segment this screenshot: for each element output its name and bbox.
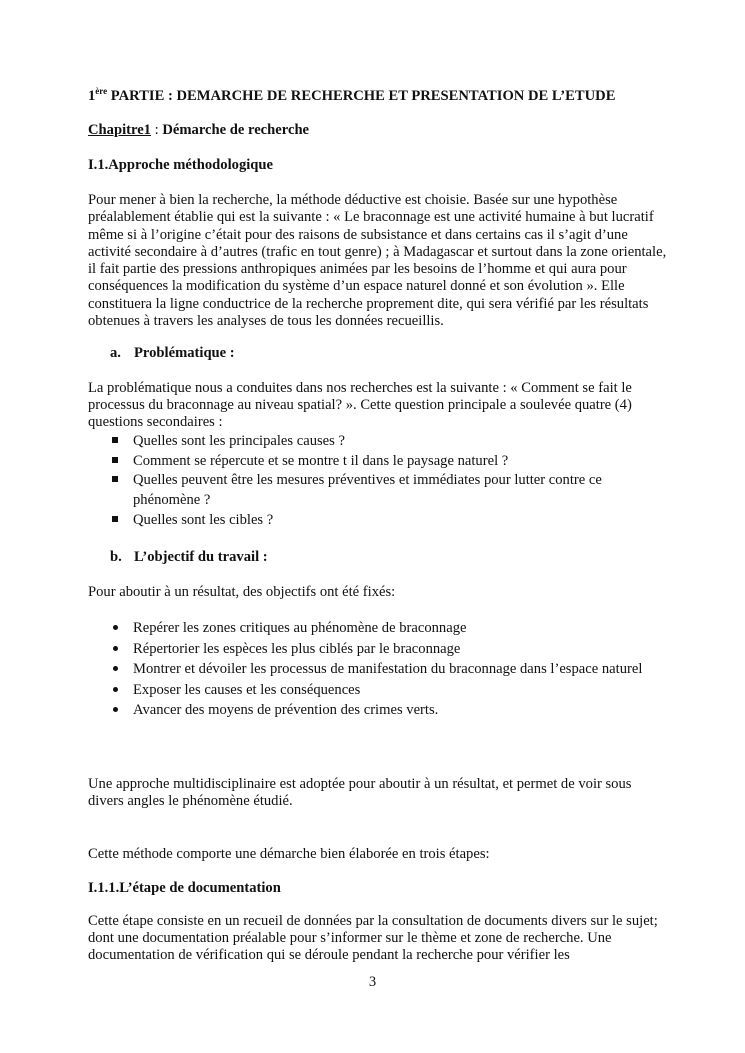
part-title [88, 88, 668, 105]
paragraph-objectifs-intro: Pour aboutir à un résultat, des objectifs ont été fixés: [88, 584, 396, 600]
square-bullet-icon [112, 437, 118, 443]
round-bullet-icon [113, 687, 118, 692]
list-item [112, 511, 672, 531]
round-bullet-icon [113, 666, 118, 671]
chapter-separator: : [150, 122, 163, 138]
list-item [112, 700, 672, 721]
part-number: 1 [88, 88, 96, 104]
square-bullet-icon [112, 457, 118, 463]
list-item [112, 471, 672, 510]
list-item [112, 680, 672, 701]
paragraph-methode-etapes: Cette méthode comporte une démarche bien élaborée en trois étapes: [88, 846, 490, 862]
paragraph-documentation: Cette étape consiste en un recueil de données par la consultation de documents divers sur le sujet; dont une documentation préalable pour s’informer sur le thème et zone de recherche. Une documentation de vérification qui se déroule pendant la recherche pour vérifier les [88, 913, 658, 964]
chapter-heading [88, 122, 668, 139]
section-heading-documentation: I.1.1.L’étape de documentation [88, 880, 281, 896]
part-title-text: PARTIE : DEMARCHE DE RECHERCHE ET PRESENTATION DE L’ETUDE [107, 88, 616, 104]
subsection-b-label: b. [110, 549, 122, 565]
list-item-text: Avancer des moyens de prévention des crimes verts. [133, 702, 439, 718]
subsection-a-label: a. [110, 345, 121, 361]
list-item-text: Comment se répercute et se montre t il dans le paysage naturel ? [133, 452, 509, 469]
square-bullet-icon [112, 476, 118, 482]
list-item [112, 432, 672, 452]
subsection-heading-objectif [110, 549, 690, 566]
paragraph-problematique: La problématique nous a conduites dans nos recherches est la suivante : « Comment se fait le processus du braconnage au niveau spatial? ». Cette question principale a soulevée quatre (4) questions secondaires : [88, 380, 632, 431]
questions-list [112, 432, 672, 531]
round-bullet-icon [113, 646, 118, 651]
round-bullet-icon [113, 625, 118, 630]
square-bullet-icon [112, 516, 118, 522]
objectives-list [112, 618, 672, 721]
list-item-text: Repérer les zones critiques au phénomène de braconnage [133, 620, 467, 636]
subsection-heading-problematique [110, 345, 690, 362]
list-item [112, 639, 672, 660]
part-number-superscript: ère [95, 86, 108, 96]
paragraph-methodology: Pour mener à bien la recherche, la méthode déductive est choisie. Basée sur une hypothèse préalablement établie qui est la suivante : « Le braconnage est une activité humaine à but lucratif même si à l’origine c’était pour des raisons de subsistance et dans certains cas il s’agit d’une activité secondaire à d’autres (trafic en tout genre) ; à Madagascar et surtout dans la zone orientale, il fait partie des pressions anthropiques animées par les besoins de l’homme et qui aura pour conséquences la modification du système d’un espace naturel donné et son évolution ». Elle constituera la ligne conductrice de la recherche proprement dite, qui sera vérifié par les résultats obtenues à travers les analyses de tous les données recueillis. [88, 192, 667, 330]
section-heading-approche: I.1.Approche méthodologique [88, 157, 274, 173]
chapter-label: Chapitre1 [88, 122, 151, 138]
round-bullet-icon [113, 707, 118, 712]
subsection-a-title: Problématique : [134, 345, 235, 361]
subsection-b-title: L’objectif du travail : [134, 549, 268, 565]
list-item-text: Quelles peuvent être les mesures préventives et immédiates pour lutter contre ce phénomène ? [133, 472, 602, 509]
list-item [112, 618, 672, 639]
list-item-text: Quelles sont les cibles ? [133, 511, 274, 528]
list-item [112, 452, 672, 472]
chapter-title: Démarche de recherche [162, 122, 310, 138]
list-item [112, 659, 672, 680]
paragraph-approche-multidisciplinaire: Une approche multidisciplinaire est adoptée pour aboutir à un résultat, et permet de voir sous divers angles le phénomène étudié. [88, 776, 632, 810]
list-item-text: Quelles sont les principales causes ? [133, 433, 345, 449]
list-item-text: Montrer et dévoiler les processus de manifestation du braconnage dans l’espace naturel [133, 661, 643, 677]
page-number: 3 [368, 974, 377, 990]
list-item-text: Exposer les causes et les conséquences [133, 681, 361, 698]
list-item-text: Répertorier les espèces les plus ciblés par le braconnage [133, 640, 461, 657]
